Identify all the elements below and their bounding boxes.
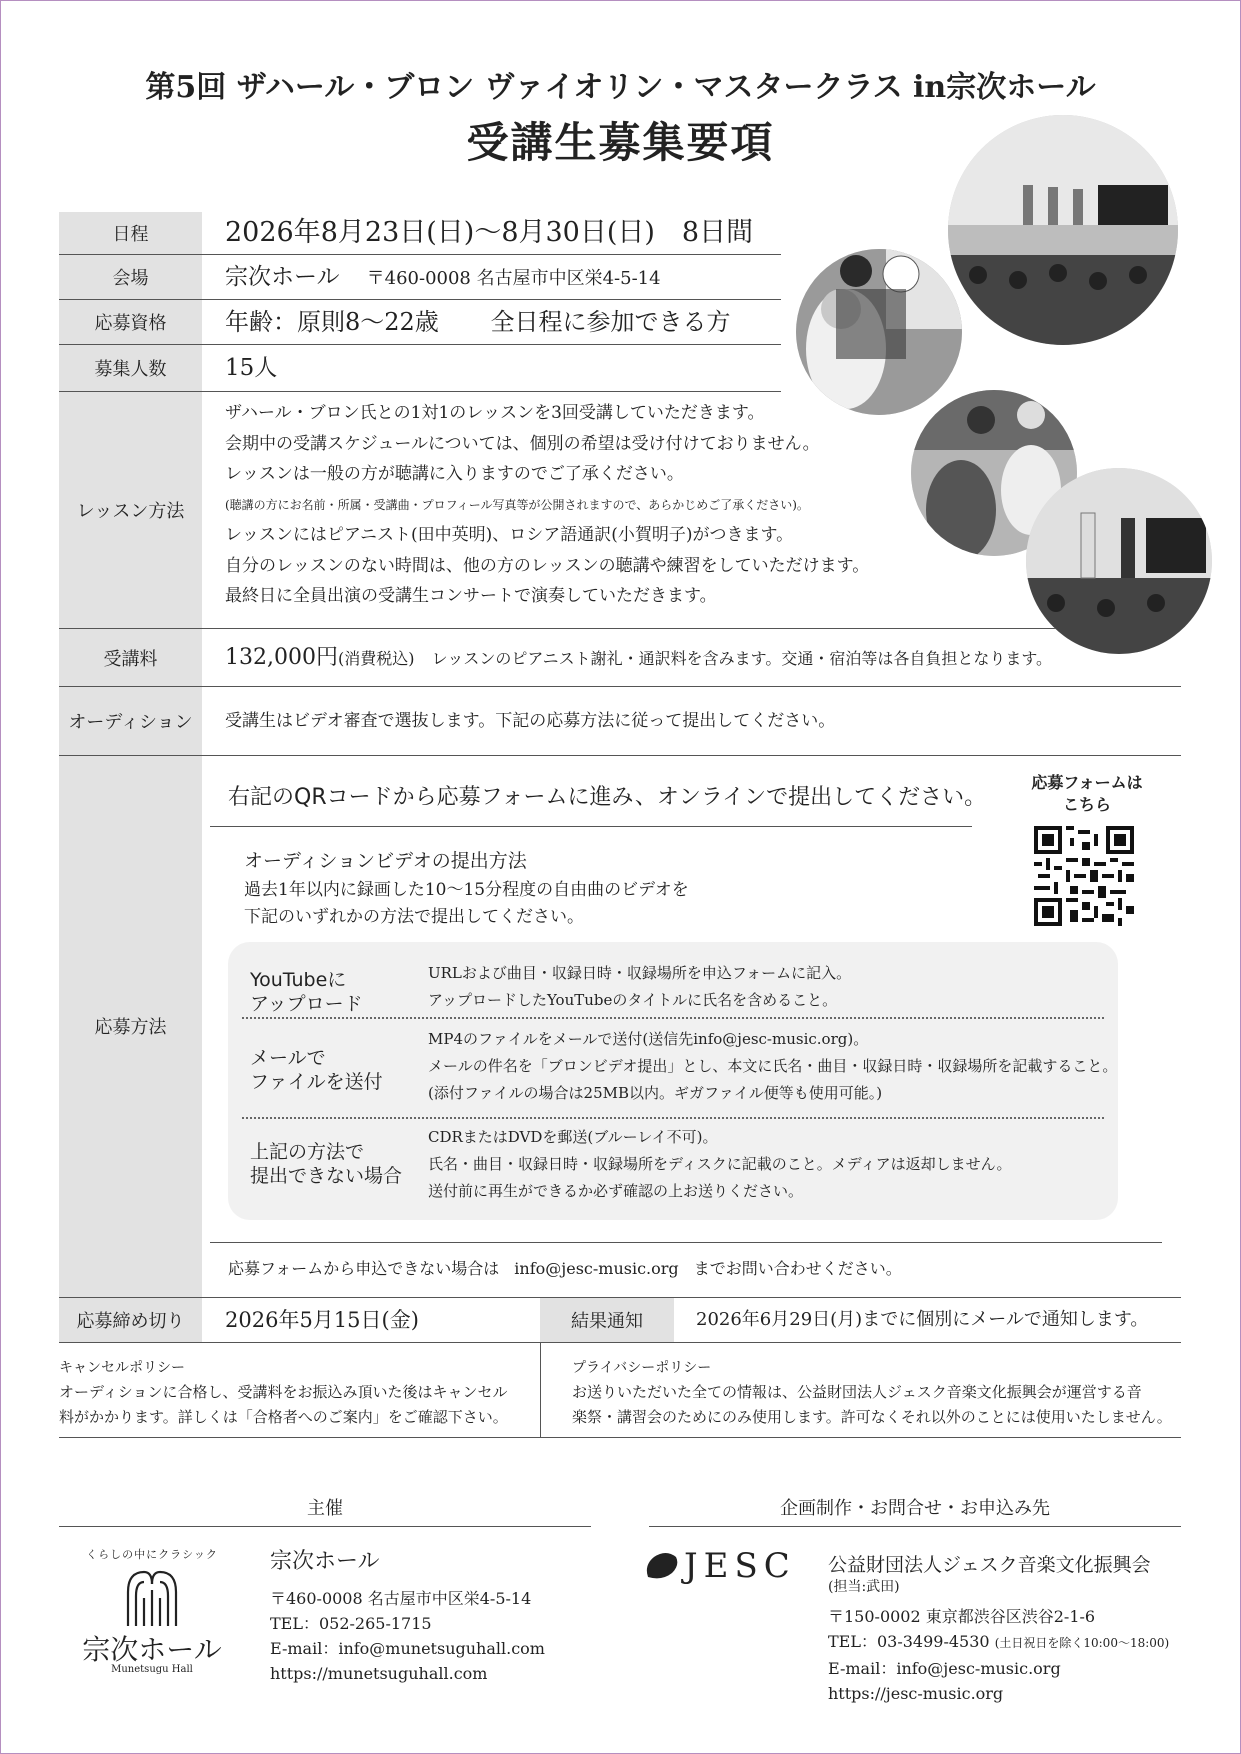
divider	[210, 1242, 1162, 1243]
method-email	[228, 1024, 1118, 1114]
privacy-policy-text	[572, 1380, 1172, 1430]
organizer-email-link[interactable]: E-mail：info@munetsuguhall.com	[270, 1639, 545, 1658]
video-desc-line: 下記のいずれかの方法で提出してください。	[244, 907, 584, 927]
eligibility-age: 年齢：原則8～22歳	[225, 308, 439, 336]
eligibility-value	[225, 300, 730, 344]
fee-label: 受講料	[103, 648, 158, 670]
method-name-line: YouTubeに	[250, 969, 347, 991]
lesson-line: 最終日に全員出演の受講生コンサートで演奏していただきます。	[225, 586, 717, 606]
photo-concert-hall	[948, 115, 1178, 345]
producer-tel-line	[828, 1629, 1169, 1656]
apply-intro: 右記のQRコードから応募フォームに進み、オンラインで提出してください。	[228, 785, 987, 810]
qr-caption	[1012, 772, 1162, 816]
submission-methods-box	[228, 942, 1118, 1220]
fee-note: レッスンのピアニスト謝礼・通訳料を含みます。交通・宿泊等は各自負担となります。	[431, 649, 1053, 668]
schedule-label: 日程	[112, 224, 149, 245]
contact-email-link[interactable]: info@jesc-music.org	[514, 1259, 679, 1278]
venue-address: 〒460-0008 名古屋市中区栄4-5-14	[366, 268, 661, 289]
divider	[59, 1526, 591, 1527]
lesson-line: 自分のレッスンのない時間は、他の方のレッスンの聴講や練習をしていただけます。	[225, 555, 870, 576]
method-desc	[428, 1124, 1012, 1205]
venue-name: 宗次ホール	[225, 264, 340, 290]
lesson-label: レッスン方法	[76, 501, 185, 522]
privacy-policy-line: お送りいただいた全ての情報は、公益財団法人ジェスク音楽文化振興会が運営する音	[572, 1383, 1142, 1401]
dotted-divider	[242, 1117, 1104, 1119]
method-name-line: メールで	[250, 1047, 326, 1069]
method-name	[250, 1046, 383, 1094]
cancel-policy-line: オーディションに合格し、受講料をお振込み頂いた後はキャンセル	[59, 1383, 508, 1401]
result-label: 結果通知	[540, 1298, 674, 1342]
method-desc-line: 送付前に再生ができるか必ず確認の上お送りください。	[428, 1182, 804, 1200]
capacity-value: 15人	[225, 355, 278, 381]
method-desc-line: メールの件名を「ブロンビデオ提出」とし、本文に氏名・曲目・収録日時・収録場所を記載すること。	[428, 1057, 1118, 1075]
divider	[59, 1342, 1181, 1343]
divider	[649, 1526, 1181, 1527]
divider	[59, 755, 1181, 756]
contact-suffix: までお問い合わせください。	[693, 1259, 902, 1278]
privacy-policy-title: プライバシーポリシー	[572, 1360, 712, 1376]
divider	[59, 1437, 1181, 1438]
method-name-line: 上記の方法で	[250, 1141, 365, 1163]
venue-value	[225, 255, 661, 301]
eligibility-attendance: 全日程に参加できる方	[490, 308, 731, 336]
lesson-text	[225, 398, 869, 612]
fee-value	[225, 629, 1052, 687]
method-desc	[428, 960, 851, 1014]
dotted-divider	[242, 1017, 1104, 1019]
fee-amount: 132,000円	[225, 645, 338, 670]
audition-text: 受講生はビデオ審査で選抜します。下記の応募方法に従って提出してください。	[225, 711, 836, 731]
event-title: 第5回 ザハール・ブロン ヴァイオリン・マスタークラス in宗次ホール	[145, 70, 1096, 105]
organizer-tel: TEL：052-265-1715	[270, 1614, 432, 1633]
lesson-line: 会期中の受講スケジュールについては、個別の希望は受け付けておりません。	[225, 433, 820, 454]
munetsugu-hall-logo-sub: Munetsugu Hall	[111, 1664, 193, 1675]
producer-address: 〒150-0002 東京都渋谷区渋谷2-1-6	[828, 1607, 1096, 1626]
lesson-line: レッスンは一般の方が聴講に入りますのでご了承ください。	[225, 464, 684, 484]
method-name	[250, 968, 363, 1016]
producer-url-link[interactable]: https://jesc-music.org	[828, 1684, 1004, 1703]
method-desc-line: MP4のファイルをメールで送付(送信先info@jesc-music.org)。	[428, 1030, 869, 1048]
producer-heading: 企画制作・お問合せ・お申込み先	[780, 1498, 1050, 1519]
lesson-line: レッスンにはピアニスト(田中英明)、ロシア語通訳(小賀明子)がつきます。	[225, 525, 794, 545]
page-title: 受講生募集要項	[466, 118, 775, 167]
method-desc-line: アップロードしたYouTubeのタイトルに氏名を含めること。	[428, 991, 838, 1009]
producer-name: 公益財団法人ジェスク音楽文化振興会	[828, 1554, 1151, 1576]
video-heading: オーディションビデオの提出方法	[244, 850, 527, 872]
divider	[210, 826, 972, 827]
qr-code[interactable]	[1034, 826, 1134, 926]
lesson-note: (聴講の方にお名前・所属・受講曲・プロフィール写真等が公開されますので、あらかじめご了承ください)。	[225, 497, 809, 512]
qr-caption-line: 応募フォームは	[1031, 773, 1143, 792]
schedule-value: 2026年8月23日(日)～8月30日(日) 8日間	[225, 217, 754, 248]
jesc-logo-text: JESC	[684, 1546, 796, 1586]
producer-email-link[interactable]: E-mail：info@jesc-music.org	[828, 1659, 1061, 1678]
cancel-policy-line: 料がかかります。詳しくは「合格者へのご案内」をご確認下さい。	[59, 1408, 508, 1426]
apply-contact	[228, 1256, 902, 1279]
apply-label: 応募方法	[94, 1017, 167, 1038]
method-desc	[428, 1026, 1117, 1107]
method-youtube	[228, 956, 1118, 1026]
method-desc-line: CDRまたはDVDを郵送(ブルーレイ不可)。	[428, 1128, 718, 1146]
producer-contact	[828, 1604, 1169, 1706]
result-value: 2026年6月29日(月)までに個別にメールで通知します。	[696, 1309, 1149, 1330]
organizer-tagline: くらしの中にクラシック	[86, 1548, 218, 1561]
privacy-policy-line: 楽祭・講習会のためにのみ使用します。許可なくそれ以外のことには使用いたしません。	[572, 1408, 1172, 1426]
organizer-heading: 主催	[307, 1498, 343, 1519]
method-mail-disc	[228, 1124, 1118, 1214]
video-description	[244, 877, 689, 931]
method-desc-line: (添付ファイルの場合は25MB以内。ギガファイル便等も使用可能。)	[428, 1084, 883, 1102]
method-name-line: 提出できない場合	[250, 1165, 403, 1187]
method-desc-line: URLおよび曲目・収録日時・収録場所を申込フォームに記入。	[428, 964, 852, 982]
method-name-line: アップロード	[250, 993, 363, 1015]
method-desc-line: 氏名・曲目・収録日時・収録場所をディスクに記載のこと。メディアは返却しません。	[428, 1155, 1012, 1173]
method-name	[250, 1140, 402, 1188]
lesson-line: ザハール・ブロン氏との1対1のレッスンを3回受講していただきます。	[225, 403, 765, 423]
vertical-divider	[540, 1343, 541, 1437]
organizer-name: 宗次ホール	[270, 1549, 380, 1574]
contact-prefix: 応募フォームから申込できない場合は	[228, 1259, 500, 1278]
deadline-value: 2026年5月15日(金)	[225, 1308, 419, 1332]
jesc-logo-icon	[644, 1551, 680, 1581]
fee-tax: (消費税込)	[337, 649, 415, 668]
producer-tel: TEL：03-3499-4530	[828, 1632, 990, 1651]
venue-label: 会場	[112, 268, 149, 289]
organizer-contact	[270, 1586, 545, 1686]
capacity-label: 募集人数	[94, 359, 167, 380]
munetsugu-hall-logo-icon	[122, 1566, 182, 1628]
producer-tel-note: (土日祝日を除く10:00～18:00)	[994, 1636, 1170, 1650]
qr-caption-line: こちら	[1062, 795, 1111, 814]
method-name-line: ファイルを送付	[250, 1071, 383, 1093]
video-desc-line: 過去1年以内に録画した10～15分程度の自由曲のビデオを	[244, 880, 689, 900]
cancel-policy-title: キャンセルポリシー	[59, 1360, 185, 1376]
photo-stage-lesson	[1026, 468, 1212, 654]
producer-contact-person: (担当:武田)	[828, 1579, 900, 1595]
cancel-policy-text	[59, 1380, 508, 1430]
audition-label: オーディション	[68, 712, 193, 733]
organizer-address: 〒460-0008 名古屋市中区栄4-5-14	[270, 1589, 532, 1608]
organizer-url-link[interactable]: https://munetsuguhall.com	[270, 1664, 488, 1683]
photo-violin-lesson	[796, 249, 962, 415]
deadline-label: 応募締め切り	[59, 1298, 202, 1342]
eligibility-label: 応募資格	[94, 313, 167, 334]
munetsugu-hall-logo-text: 宗次ホール	[82, 1633, 222, 1666]
